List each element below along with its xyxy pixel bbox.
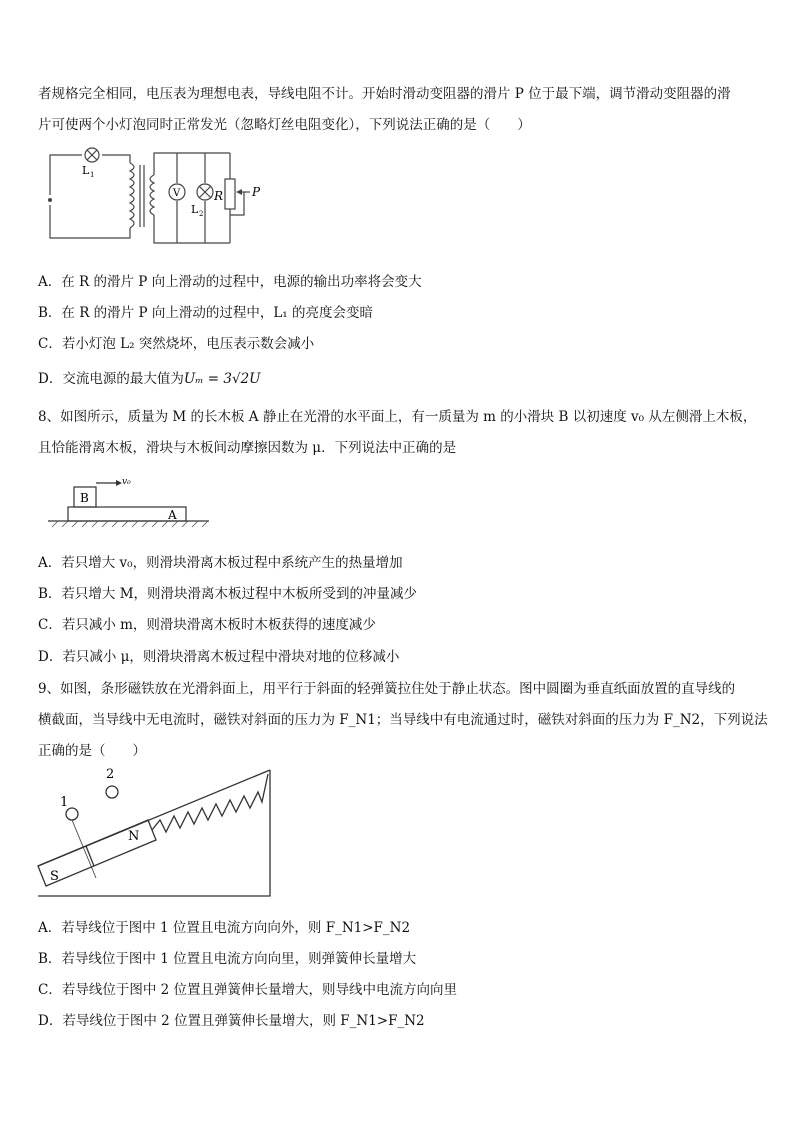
slider-arrow-icon bbox=[236, 189, 242, 195]
label-s: S bbox=[50, 869, 59, 884]
q8-stem-line2: 且恰能滑离木板，滑块与木板间动摩擦因数为 μ．下列说法中正确的是 bbox=[38, 440, 457, 456]
q8-stem-line1: 8、如图所示，质量为 M 的长木板 A 静止在光滑的水平面上，有一质量为 m 的小滑块 B 以初速度 v₀ 从左侧滑上木板， bbox=[38, 409, 757, 425]
label-l2: L bbox=[191, 203, 199, 216]
q8-option-c: C．若只减小 m，则滑块滑离木板时木板获得的速度减少 bbox=[38, 617, 376, 633]
label-l2-sub: 2 bbox=[199, 210, 204, 218]
q8-option-d: D．若只减小 μ，则滑块滑离木板过程中滑块对地的位移减小 bbox=[38, 649, 400, 665]
q7-option-d-formula: Uₘ = 3√2U bbox=[183, 371, 261, 387]
q7-stem-line1: 者规格完全相同，电压表为理想电表，导线电阻不计。开始时滑动变阻器的滑片 P 位于最下端，调节滑动变阻器的滑 bbox=[38, 86, 731, 102]
q7-option-a: A．在 R 的滑片 P 向上滑动的过程中，电源的输出功率将会变大 bbox=[38, 274, 422, 290]
label-p: P bbox=[252, 185, 261, 199]
q7-option-c: C．若小灯泡 L₂ 突然烧坏，电压表示数会减小 bbox=[38, 336, 315, 352]
label-position-1: 1 bbox=[60, 795, 69, 810]
q9-option-a: A．若导线位于图中 1 位置且电流方向向外，则 F_N1>F_N2 bbox=[38, 920, 411, 936]
q8-option-a: A．若只增大 v₀，则滑块滑离木板过程中系统产生的热量增加 bbox=[38, 555, 403, 571]
q9-stem-line3: 正确的是（ ） bbox=[38, 743, 146, 759]
label-l1-sub: 1 bbox=[90, 171, 95, 179]
q7-option-b: B．在 R 的滑片 P 向上滑动的过程中，L₁ 的亮度会变暗 bbox=[38, 305, 374, 321]
label-b: B bbox=[80, 491, 89, 505]
q7-option-d-prefix: D．交流电源的最大值为 bbox=[38, 371, 184, 387]
label-a: A bbox=[168, 508, 177, 522]
q7-stem-line2: 片可使两个小灯泡同时正常发光（忽略灯丝电阻变化），下列说法正确的是（ ） bbox=[38, 117, 531, 133]
q9-option-d: D．若导线位于图中 2 位置且弹簧伸长量增大，则 F_N1>F_N2 bbox=[38, 1013, 425, 1029]
q9-option-c: C．若导线位于图中 2 位置且弹簧伸长量增大，则导线中电流方向向里 bbox=[38, 982, 458, 998]
q8-option-b: B．若只增大 M，则滑块滑离木板过程中木板所受到的冲量减少 bbox=[38, 586, 418, 602]
ac-source-icon bbox=[48, 198, 52, 202]
label-v0: v₀ bbox=[122, 477, 131, 487]
q8-block-figure bbox=[44, 475, 214, 530]
label-l1: L bbox=[82, 164, 90, 177]
label-n: N bbox=[128, 829, 140, 844]
q7-option-d bbox=[38, 367, 261, 387]
label-r: R bbox=[214, 189, 224, 203]
label-voltmeter: V bbox=[173, 188, 181, 199]
q9-stem-line2: 横截面，当导线中无电流时，磁铁对斜面的压力为 F_N1；当导线中有电流通过时，磁铁对斜面的压力为 F_N2，下列说法 bbox=[38, 712, 768, 728]
dashed-guide bbox=[72, 820, 96, 878]
q7-circuit-figure bbox=[40, 145, 280, 250]
label-position-2: 2 bbox=[106, 767, 115, 782]
q9-incline-figure bbox=[30, 762, 280, 900]
q9-stem-line1: 9、如图，条形磁铁放在光滑斜面上，用平行于斜面的轻弹簧拉住处于静止状态。图中圆圈为垂直纸面放置的直导线的 bbox=[38, 681, 736, 697]
q9-option-b: B．若导线位于图中 1 位置且电流方向向里，则弹簧伸长量增大 bbox=[38, 951, 417, 967]
